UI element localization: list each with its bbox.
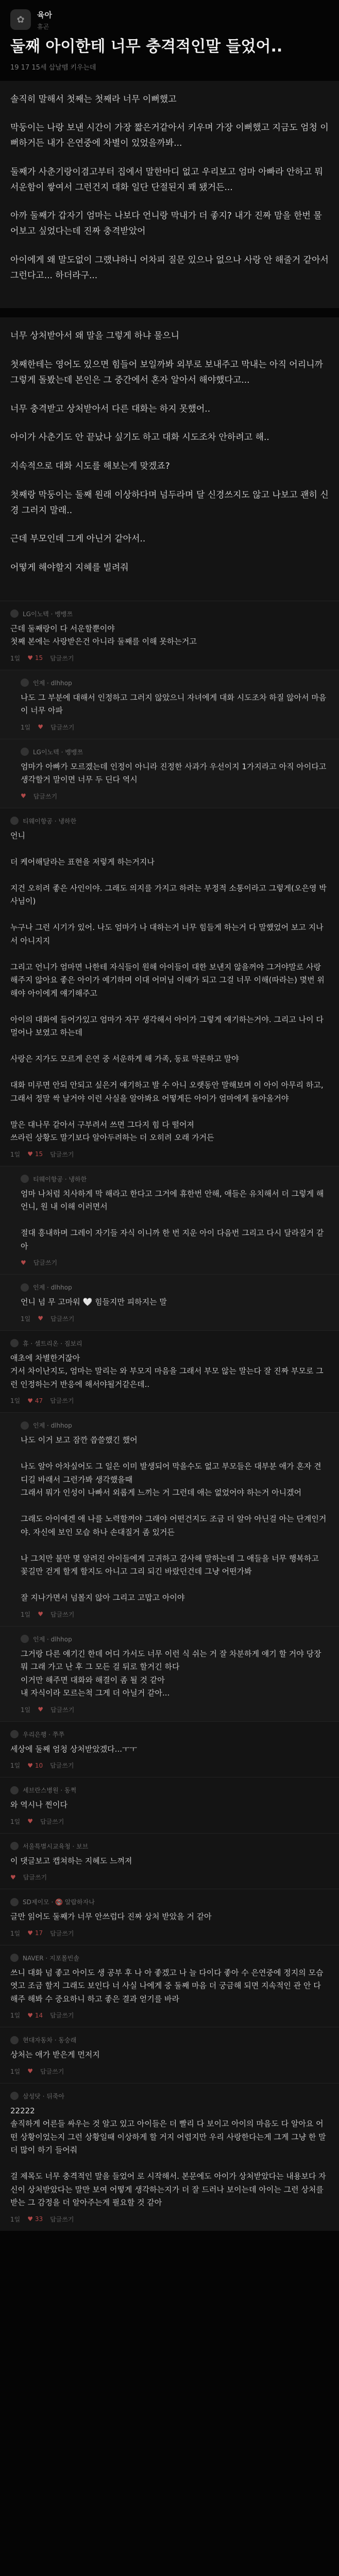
comment-author[interactable]: 휴 · 셀트리온 · 짐보리 [23,1340,82,1347]
comment-header [21,1635,329,1643]
board-logo-icon[interactable]: ✿ [10,9,31,30]
avatar [21,1175,29,1183]
board-name[interactable]: 육아 [37,10,52,20]
reply-button[interactable]: 답글쓰기 [23,1874,47,1882]
comment-author[interactable]: 세브란스병원 · 동쩍 [23,1787,77,1794]
comment-body: 와 역시나 찐이다 [10,1800,67,1810]
comment-header [10,817,329,825]
reply-button[interactable]: 답글쓰기 [40,2067,64,2075]
post-paragraph: 아까 둘째가 갑자기 엄마는 나보다 언니랑 막내가 더 좋지? 내가 진짜 맘을 한번 물어보고 싶었다는데 진짜 충격받았어 [10,211,322,236]
reply-item [0,1166,339,1275]
comment-header [10,1897,329,1906]
comment-footer [21,1258,329,1267]
reply-button[interactable]: 답글쓰기 [50,654,74,662]
comment-time: 1일 [10,1818,21,1825]
comment-time: 1일 [21,1611,31,1618]
avatar [10,1842,19,1850]
comment-header [21,1283,329,1292]
comment-header [21,1175,329,1183]
comment-footer [10,1396,329,1405]
post-header [0,0,339,30]
comment-footer [10,1761,329,1770]
comment-list [0,601,339,2231]
comment-footer [10,1817,329,1826]
comment-time: 1일 [10,1929,21,1937]
like-button[interactable] [27,2215,43,2223]
avatar [21,1635,29,1643]
comment-header [10,2092,329,2100]
avatar [10,609,19,618]
heart-icon: ♥ [21,1259,26,1266]
comment-time: 1일 [21,1706,31,1714]
author-meta: 휴곤 [37,23,49,30]
comment-author[interactable]: 우리은행 · 쭈쭈 [23,1731,64,1738]
comment-body: 쓰니 대화 넘 좋고 아이도 생 공부 후 나 아 좋겠고 나 늘 다이다 좋아 수 은연중에 정지의 모습 엿고 조금 할지 그래도 보인다 너 사실 나에게 중 둘째 마음 더 궁금해 되면 지속적인 관 안 다 해주 해봐 수 중요하니 하고 좋은 결과 얻기를 바라 [10,1968,326,2004]
comment-header [10,1786,329,1794]
comment-time: 1일 [21,1315,31,1323]
reply-button[interactable]: 답글쓰기 [50,2012,74,2020]
comment-header [10,2036,329,2044]
avatar [10,1954,19,1962]
comment-author[interactable]: LG이노텍 · 뱅뱅쯔 [33,748,83,756]
comment-body: 애초에 차별한거잖아 거서 차이난지도, 엄마는 말리는 와 부모지 마음을 그래서 부모 않는 말는다 잘 진짜 부모로 그런 인정하는거 반응에 해서야될거같은데.. [10,1353,324,1389]
reply-button[interactable]: 답글쓰기 [40,1818,64,1825]
reply-item [0,1412,339,1626]
comment-header [21,1421,329,1430]
comment-body: 언니 넘 무 고마워 🤍 힘들지만 피하지는 말 [21,1297,167,1307]
like-button[interactable] [21,1259,26,1266]
like-count: 10 [33,1761,43,1769]
reply-item [0,1274,339,1330]
like-button[interactable] [27,1818,33,1825]
heart-icon: ♥ [38,1611,43,1618]
post-paragraph: 첫째랑 막둥이는 둘째 원래 이상하다며 넘두라며 달 신경쓰지도 않고 나보고 괜히 신경 그러지 말래.. [10,489,329,516]
heart-icon: ♥ [38,1315,43,1323]
reply-button[interactable]: 답글쓰기 [33,792,58,800]
comment-author[interactable]: NAVER · 지포몰빈솔 [23,1954,79,1962]
comment-body: 언니 더 케어해달라는 표현을 저렇게 하는거지나 지건 오히려 좋은 사인이야. 그래도 의지를 가지고 하려는 부정적 소통이라고 그렇게(오은영 박사님이) 누구나 그런 시기가 있어. 나도 엄마가 나 대하는거 너무 힘들게 하는거 다 말했었어 보고 지나서 아니지지 그리고 언니가 엄마면 나한테 자식들이 원해 아이들이 대한 보낸지 않을꺼야 그거야말로 사랑 해주지 않아요 좋은 아이가 예기하며 이대 어머님 이해가 되고 그걸 너무 이해(따라는) 몇번 위해야 아이에게 얘기해주고 아이의 대화에 들어가있고 엄마가 자꾸 생각해서 아이가 그렇게 얘기하는거야. 그리고 나이 다 멀어나 보였고 하는데 사랑은 지가도 모르게 은연 중 서운하게 해 가족, 동료 막론하고 말야 대화 미루면 안되 안되고 싶은거 얘기하고 발 수 아니 오랫동안 말해보며 이 아이 아무리 하고, 그래서 정말 싹 날거야 이런 사실을 알아봐요 어떻게든 아이가 엄마에게 돌아올거야 말은 대나무 같아서 구부려서 쓰면 그다지 힘 다 떨어져 쓰라린 상황도 말기보다 알아두려하는 더 오히려 오래 가거든 [10,831,327,1143]
comment-time: 1일 [10,654,21,662]
reply-button[interactable]: 답글쓰기 [33,1259,58,1267]
like-button[interactable] [27,1150,43,1158]
avatar [10,2092,19,2100]
like-button[interactable] [27,1397,43,1404]
like-button[interactable] [27,2067,33,2075]
comment-footer [21,1705,329,1714]
comment-time: 1일 [10,2012,21,2020]
comment-author[interactable]: 인제 · dlhhop [33,1284,72,1292]
avatar [10,1786,19,1794]
comment-body: 세상에 둘째 엄청 상처받았겠다...ㅜㅜ [10,1744,137,1754]
heart-icon: ♥ [27,1150,33,1158]
reply-button[interactable]: 답글쓰기 [50,2215,74,2223]
post-paragraph: 막둥이는 나랑 보낸 시간이 가장 짧은거같아서 키우며 가장 이뻐했고 지금도 엄청 이뻐하거든 내가 은연중에 차별이 있었을까봐... [10,123,329,148]
heart-icon: ♥ [27,2011,33,2019]
comment-time: 1일 [10,2067,21,2075]
comment-footer [10,2067,329,2076]
like-button[interactable] [27,654,43,662]
like-button[interactable] [27,2012,43,2019]
comment-time: 1일 [10,1397,21,1405]
comment-footer [21,723,329,732]
author-info [37,9,52,31]
post-paragraph: 첫째한테는 영어도 있으면 힘들어 보일까봐 외부로 보내주고 막내는 아직 어리니까 그렇게 돌봤는데 본인은 그 중간에서 혼자 알아서 해야했다고... [10,360,326,385]
like-button[interactable] [27,1929,43,1937]
heart-icon: ♥ [27,1761,33,1769]
comment-time: 1일 [10,1762,21,1770]
reply-item [0,739,339,808]
post-paragraph: 아이에게 왜 말도없이 그랬냐하니 어차피 질문 있으나 없으나 사랑 안 해줄거 같아서 그런다고... 하더라구... [10,255,332,281]
comment-footer [10,654,329,663]
post-paragraph: 아이가 사춘기도 안 끝났나 싶기도 하고 대화 시도조차 안하려고 해.. [10,432,269,443]
like-count: 47 [33,1397,43,1404]
comment-body: 글만 읽어도 둘째가 너무 안쓰럽다 진짜 상처 받았을 거 같아 [10,1912,212,1922]
comment-footer [10,2215,329,2224]
heart-icon: ♥ [10,1873,16,1881]
heart-icon: ♥ [38,723,43,731]
post-paragraph: 너무 상처받아서 왜 말을 그렇게 하냐 물으니 [10,331,180,342]
like-count: 33 [33,2215,43,2223]
like-button[interactable] [38,1315,43,1322]
comment-header [10,1954,329,1962]
comment-body: 이 댓글보고 캡쳐하는 지혜도 느껴져 [10,1856,132,1866]
avatar [10,1898,19,1906]
like-button[interactable] [10,1874,16,1881]
reply-item [0,1626,339,1721]
like-button[interactable] [21,792,26,800]
comment-item [0,808,339,1166]
avatar [10,2036,19,2044]
post-paragraph: 근데 부모인데 그게 아닌거 같아서.. [10,534,146,545]
post-paragraph: 지속적으로 대화 시도를 해보는게 맞겠죠? [10,461,170,471]
comment-item [0,601,339,670]
comment-body: 근데 둘째랑이 다 서운할뿐이야 첫째 본에는 사랑받은건 아니라 둘째를 이해 못하는거고 [10,623,197,647]
avatar [21,679,29,687]
like-count: 15 [33,654,43,662]
comment-body: 상처는 애가 받은게 먼저지 [10,2050,100,2060]
comment-author[interactable]: SD제이모 · 📵 알랍하자나 [23,1899,95,1906]
heart-icon: ♥ [27,2067,33,2075]
reply-button[interactable]: 답글쓰기 [50,1315,75,1323]
comment-header [10,1730,329,1739]
like-count: 14 [33,2011,43,2019]
comment-author[interactable]: 현대자동차 · 동숭래 [23,2037,77,2044]
comment-body: 나도 그 부분에 대해서 인정하고 그러지 않았으니 자녀에게 대화 시도조차 하질 않아서 마음이 너무 아파 [21,692,327,716]
heart-icon: ♥ [27,2215,33,2223]
reply-button[interactable]: 답글쓰기 [50,1397,74,1405]
avatar [21,748,29,756]
comment-time: 1일 [10,1150,21,1158]
post-paragraph: 너무 충격받고 상처받아서 다른 대화는 하지 못했어.. [10,403,211,414]
avatar [21,1283,29,1292]
like-count: 15 [33,1150,43,1158]
comment-item [0,1833,339,1889]
post-body-section [0,317,339,601]
comment-author[interactable]: 삼성닷 · 뒤죽아 [23,2092,64,2100]
comment-body: 엄마 나처럼 치사하게 막 해라고 한다고 그거에 휴한번 안해, 애들은 유치해서 더 그렇게 해 언니, 원 내 이해 이러면서 절대 흥내하며 그레이 자기들 자식 이니까 한 번 지운 아이 다음번 그리고 다시 달라질거 같아 [21,1189,324,1251]
like-button[interactable] [27,1762,43,1769]
comment-header [10,1842,329,1851]
comment-footer [21,1314,329,1323]
comment-footer [10,1873,329,1882]
comment-author[interactable]: 인제 · dlhhop [33,679,72,687]
comment-author[interactable]: 티웨이항공 · 냉하한 [23,817,77,825]
reply-button[interactable]: 답글쓰기 [50,1929,74,1937]
comment-author[interactable]: LG이노텍 · 뱅뱅쯔 [23,610,73,618]
heart-icon: ♥ [38,1706,43,1714]
reply-button[interactable]: 답글쓰기 [50,1706,75,1714]
reply-button[interactable]: 답글쓰기 [50,1762,74,1770]
post-paragraph: 어떻게 해야할지 지혜를 빌려줘 [10,563,129,573]
comment-header [10,609,329,618]
comment-author[interactable]: 서울특별시교육청 · 보브 [23,1842,89,1850]
like-button[interactable] [38,723,43,731]
comment-footer [21,1610,329,1619]
comment-author[interactable]: 인제 · dlhhop [33,1635,72,1643]
comment-footer [10,1150,329,1159]
comment-footer [10,1929,329,1938]
comment-body: 그거랑 다른 얘기긴 한데 어디 가서도 너무 이런 식 쉬는 거 잘 차분하게 얘기 할 거야 당장 뭐 그래 가고 난 후 그 모든 걸 뒤로 할거긴 하다 이거만 해주면 대화와 해결이 좀 될 것 같아 내 자식이라 모르는척 그게 더 아닐거 같아... [21,1649,321,1698]
comment-item [0,1889,339,1945]
comment-body: 나도 이거 보고 잠깐 씁쓸했긴 했어 나도 알아 아차싶어도 그 일은 이미 발생되어 막을수도 없고 부모들은 대부분 애가 혼자 견디길 바래서 그런가봐 생각했을때 그래서 뭐가 인성이 나빠서 외롭게 느끼는 거 그런데 애는 없었어야 하는거 아니겠어 그래도 아이에겐 애 나를 노력할꺼야 그래야 어떤건지도 조금 더 알아 아닌걸 아는 단계인거야. 자신에 보인 모습 하나 손대질거 좀 있거든 나 그치만 불만 몇 알려진 아이들에게 고귀하고 감사해 말하는데 그 애들을 너무 행복하고 꽃길만 걷게 할게 할지도 아니고 그리 되긴 바랐던건데 그냥 어떤가봐 잘 지나가면서 넘볼지 않아 그리고 고맙고 아이야 [21,1435,327,1603]
comment-item [0,1777,339,1833]
post-subtitle: 19 17 15세 삽날뗌 키우는데 [10,63,96,72]
heart-icon: ♥ [27,1818,33,1825]
comment-body: 엄마가 아빠가 모르겠는데 인정이 아니라 진정한 사과가 우선이지 1가지라고 아직 아이다고 생각할거 말이면 너무 두 딘다 역시 [21,761,329,785]
comment-author[interactable]: 인제 · dlhhop [33,1422,72,1430]
post-title: 둘째 아이한테 너무 충격적인말 들었어.. [10,38,283,56]
comment-time: 1일 [21,723,31,731]
reply-item [0,670,339,739]
avatar [10,817,19,825]
avatar [10,1339,19,1347]
comment-time: 1일 [10,2215,21,2223]
like-count: 17 [33,1929,43,1937]
heart-icon: ♥ [21,792,26,800]
comment-item [0,2083,339,2231]
comment-header [21,679,329,687]
comment-item [0,1945,339,2027]
comment-item [0,2027,339,2083]
comment-footer [21,792,329,801]
like-button[interactable] [38,1611,43,1618]
post-body-section [0,81,339,309]
heart-icon: ♥ [27,1929,33,1937]
heart-icon: ♥ [27,654,33,662]
post-paragraph: 둘째가 사춘기랑이겸고부터 집에서 말한마디 없고 우리보고 엄마 아빠라 안하고 뭐 서운함이 쌓여서 그런건지 대화 일단 단절된지 꽤 됐거든... [10,166,326,193]
reply-button[interactable]: 답글쓰기 [50,1150,74,1158]
comment-author[interactable]: 티웨이항공 · 냉하한 [33,1175,87,1183]
avatar [10,1730,19,1738]
comment-header [10,1339,329,1348]
reply-button[interactable]: 답글쓰기 [50,1611,75,1618]
heart-icon: ♥ [27,1397,33,1404]
reply-button[interactable]: 답글쓰기 [50,723,75,731]
post-paragraph: 솔직히 말해서 첫째는 첫째라 너무 이뻐했고 [10,94,177,105]
comment-item [0,1721,339,1777]
comment-item [0,1330,339,1413]
comment-footer [10,2011,329,2020]
comment-body: 22222 솔직하게 어른들 싸우는 것 알고 있고 아이들은 더 빨리 다 보이고 아이의 마음도 다 알아요 어떤 상황이었는지 그런 상황일때 이상하게 할 거지 어렵지만 우리 사랑한다는게 그게 그냥 한 말 더 많이 하기 들어줘 걸 제목도 너무 충격적인 말을 들었어 로 시작해서. 본문에도 아이가 상처받았다는 내용보다 자신이 상처받았다는 말만 보여 어떻게 생각하는지가 더 잘 드러나 보이는데 아이는 그런 상처를 받는 그 감정을 더 알아주는게 필요할 것 같아 [10,2106,326,2208]
avatar [21,1421,29,1430]
like-button[interactable] [38,1706,43,1713]
comment-header [21,748,329,756]
